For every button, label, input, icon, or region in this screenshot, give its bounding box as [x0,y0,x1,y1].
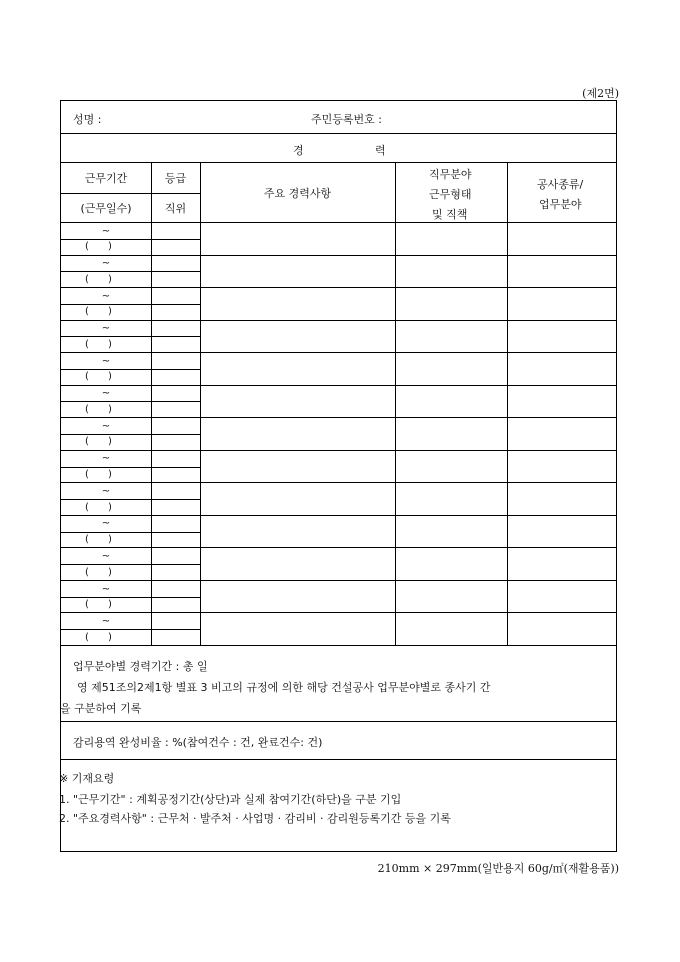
entry-days-mark: ( ) [85,371,112,383]
entry-range-mark: ~ [101,290,111,302]
header-row [61,101,616,134]
col-duty-line3: 및 직책 [432,208,468,221]
entry-range-mark: ~ [101,583,111,595]
entry-days-mark: ( ) [85,241,112,253]
entry-vline-1 [151,483,152,516]
entry-range-mark: ~ [101,258,111,270]
entry-vline-3 [395,223,396,256]
note-item-1: 1. "근무기간" : 계획공정기간(상단)과 실제 참여기간(하단)을 구분 기입 [59,793,402,806]
entry-vline-3 [395,451,396,484]
entry-days-mark: ( ) [85,501,112,513]
career-entry-row [61,288,616,321]
entry-range-mark: ~ [101,355,111,367]
summary-line-1: 업무분야별 경력기간 : 총 일 [73,660,208,673]
entry-range-mark: ~ [101,551,111,562]
col-grade-top: 등급 [164,172,187,185]
notes-section [61,760,616,852]
col-career: 주요 경력사항 [263,187,332,200]
entry-vline-3 [395,386,396,419]
career-entry-row [61,516,616,549]
header-vline-3 [395,163,396,223]
col-grade-bottom: 직위 [164,202,187,215]
entry-vline-2 [200,256,201,289]
col-duty-line2: 근무형태 [429,188,472,201]
career-entry-row [61,418,616,451]
entry-vline-4 [507,548,508,581]
completion-row [61,722,616,760]
summary-line-2: 영 제51조의2제1항 별표 3 비고의 규정에 의한 해당 건설공사 업무분야별로 종사기 간 [77,681,491,694]
entry-range-mark: ~ [101,420,111,432]
entry-vline-2 [200,581,201,614]
note-item-2: 2. "주요경력사항" : 근무처 · 발주처 · 사업명 · 감리비 · 감리원등록기간 등을 기록 [59,812,451,825]
column-header-row [61,163,616,223]
entry-vline-3 [395,516,396,549]
entry-range-mark: ~ [101,518,111,530]
entry-vline-1 [151,256,152,289]
header-split-period [61,193,200,194]
entry-vline-2 [200,321,201,354]
section-title-right: 력 [375,144,386,157]
entry-days-mark: ( ) [85,631,112,643]
entry-days-mark: ( ) [85,338,112,350]
col-period-top: 근무기간 [84,172,128,185]
entry-vline-1 [151,288,152,321]
section-title-left: 경 [293,144,304,157]
entry-vline-2 [200,483,201,516]
entry-vline-4 [507,321,508,354]
section-title-row [61,134,616,163]
entry-vline-1 [151,613,152,646]
col-work-line2: 업무분야 [539,198,582,211]
career-entry-row [61,321,616,354]
entry-vline-2 [200,223,201,256]
entry-vline-3 [395,353,396,386]
entry-range-mark: ~ [101,388,111,400]
entry-range-mark: ~ [101,323,111,335]
entry-vline-4 [507,386,508,419]
entry-range-mark: ~ [101,453,111,465]
entry-vline-4 [507,483,508,516]
entry-vline-3 [395,321,396,354]
page-number-label: (제2면) [582,87,619,100]
entry-vline-4 [507,613,508,646]
entry-days-mark: ( ) [85,566,112,578]
entry-vline-2 [200,386,201,419]
career-entry-row [61,548,616,581]
career-form [60,100,617,852]
career-entry-row [61,451,616,484]
entry-vline-2 [200,288,201,321]
entry-vline-2 [200,613,201,646]
entry-days-mark: ( ) [85,469,112,481]
career-summary-row [61,646,616,722]
entry-vline-4 [507,353,508,386]
career-entry-row [61,613,616,646]
entry-vline-1 [151,418,152,451]
entry-vline-2 [200,548,201,581]
entry-days-mark: ( ) [85,273,112,285]
entry-vline-1 [151,581,152,614]
entry-vline-2 [200,516,201,549]
col-duty-line1: 직무분야 [429,168,472,181]
entry-vline-4 [507,516,508,549]
entry-vline-3 [395,548,396,581]
entry-vline-4 [507,451,508,484]
entry-vline-3 [395,613,396,646]
career-entries [61,223,616,646]
career-entry-row [61,353,616,386]
career-entry-row [61,256,616,289]
entry-vline-3 [395,256,396,289]
entry-vline-3 [395,483,396,516]
col-period-bottom: (근무일수) [80,202,132,215]
entry-range-mark: ~ [101,616,111,628]
entry-vline-4 [507,418,508,451]
entry-vline-1 [151,548,152,581]
entry-vline-1 [151,321,152,354]
header-vline-4 [507,163,508,223]
career-entry-row [61,483,616,516]
entry-vline-2 [200,353,201,386]
notes-title: ※ 기재요령 [59,772,115,785]
entry-vline-2 [200,451,201,484]
entry-days-mark: ( ) [85,599,112,611]
entry-vline-4 [507,223,508,256]
entry-days-mark: ( ) [85,306,112,318]
entry-vline-1 [151,386,152,419]
entry-days-mark: ( ) [85,534,112,546]
career-entry-row [61,386,616,419]
header-vline-1 [151,163,152,223]
col-work [507,163,618,223]
career-entry-row [61,223,616,256]
entry-vline-1 [151,353,152,386]
entry-range-mark: ~ [101,225,111,237]
entry-vline-1 [151,223,152,256]
paper-spec-footer: 210mm × 297mm(일반용지 60g/㎡(재활용품)) [377,862,619,875]
entry-vline-1 [151,516,152,549]
entry-vline-4 [507,288,508,321]
entry-vline-3 [395,581,396,614]
rrn-label: 주민등록번호 : [311,113,382,126]
col-duty [395,163,507,223]
entry-vline-1 [151,451,152,484]
entry-vline-2 [200,418,201,451]
entry-vline-4 [507,256,508,289]
entry-vline-4 [507,581,508,614]
entry-range-mark: ~ [101,485,111,497]
header-vline-2 [200,163,201,223]
col-work-line1: 공사종류/ [537,178,584,191]
entry-days-mark: ( ) [85,403,112,415]
entry-vline-3 [395,288,396,321]
summary-line-3: 을 구분하여 기록 [60,702,142,715]
completion-text: 감리용역 완성비율 : %(참여건수 : 건, 완료건수: 건) [73,736,323,749]
entry-days-mark: ( ) [85,436,112,448]
name-label: 성명 : [73,113,102,126]
career-entry-row [61,581,616,614]
entry-vline-3 [395,418,396,451]
